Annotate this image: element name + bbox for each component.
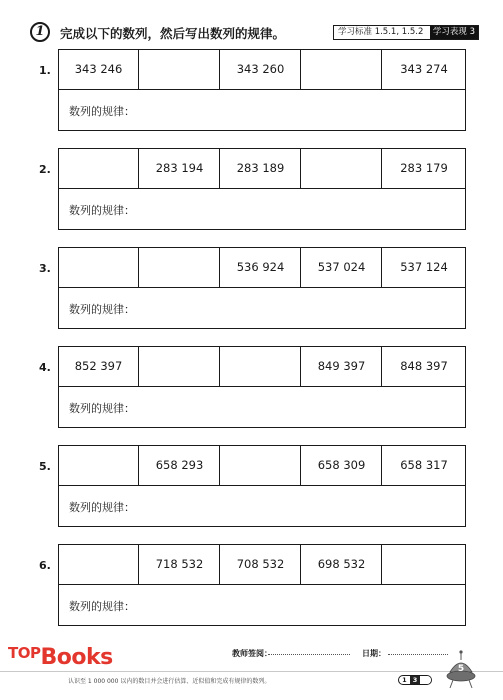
sequence-row	[58, 544, 466, 585]
sequence-cell[interactable]: 343 274	[400, 62, 448, 76]
level-cell	[420, 676, 431, 684]
standard-label: 学习标准 1.5.1, 1.5.2	[338, 27, 424, 37]
sequence-row	[58, 445, 466, 486]
date-field[interactable]	[388, 654, 448, 655]
sequence-cell[interactable]	[59, 545, 139, 584]
level-cell-active: 3	[410, 676, 421, 684]
performance-tag: 学习表现 3	[430, 26, 478, 39]
sequence-cell[interactable]: 718 532	[140, 545, 220, 584]
rule-label: 数列的规律：	[69, 204, 135, 217]
teacher-sign-field[interactable]	[268, 654, 350, 655]
problem-3	[39, 247, 466, 329]
footnote-text: 认识至 1 000 000 以内的数目并会进行估算、近似值和完成有规律的数列。	[68, 678, 271, 685]
problem-number: 2.	[39, 163, 51, 176]
sequence-cell[interactable]	[59, 248, 139, 287]
sequence-cell[interactable]: 848 397	[400, 359, 448, 373]
rule-answer-field[interactable]	[58, 486, 466, 527]
problem-4	[39, 346, 466, 428]
problem-6	[39, 544, 466, 626]
instruction-text: 完成以下的数列，然后写出数列的规律。	[60, 26, 286, 41]
sequence-cell[interactable]: 852 397	[59, 347, 139, 386]
sequence-cell[interactable]: 283 189	[221, 149, 301, 188]
rule-label: 数列的规律：	[69, 303, 135, 316]
sequence-row	[58, 346, 466, 387]
sequence-cell[interactable]	[221, 446, 301, 485]
question-number-badge: 1	[30, 22, 50, 42]
ufo-page-icon	[446, 650, 476, 694]
sequence-cell[interactable]: 849 397	[302, 347, 382, 386]
problem-number: 5.	[39, 460, 51, 473]
sequence-cell[interactable]: 283 194	[140, 149, 220, 188]
sequence-cell[interactable]: 708 532	[221, 545, 301, 584]
level-cell: 1	[402, 676, 407, 684]
sequence-cell[interactable]: 537 124	[400, 260, 448, 274]
sequence-row	[58, 247, 466, 288]
rule-answer-field[interactable]	[58, 288, 466, 329]
sequence-cell[interactable]	[140, 50, 220, 89]
rule-answer-field[interactable]	[58, 90, 466, 131]
sequence-cell[interactable]: 343 260	[221, 50, 301, 89]
sequence-cell[interactable]	[383, 545, 465, 584]
problem-2	[39, 148, 466, 230]
sequence-row	[58, 148, 466, 189]
sequence-cell[interactable]	[59, 446, 139, 485]
sequence-cell[interactable]: 658 317	[400, 458, 448, 472]
logo-books-text: Books	[40, 645, 113, 670]
sequence-cell[interactable]: 658 293	[140, 446, 220, 485]
rule-label: 数列的规律：	[69, 105, 135, 118]
sequence-cell[interactable]	[59, 149, 139, 188]
sequence-cell[interactable]: 537 024	[302, 248, 382, 287]
teacher-sign-label: 教师签阅：	[232, 649, 272, 658]
standard-box	[333, 25, 479, 40]
problem-number: 6.	[39, 559, 51, 572]
rule-label: 数列的规律：	[69, 501, 135, 514]
sequence-cell[interactable]: 658 309	[302, 446, 382, 485]
sequence-cell[interactable]	[140, 248, 220, 287]
problem-number: 1.	[39, 64, 51, 77]
sequence-cell[interactable]	[302, 149, 382, 188]
problem-5	[39, 445, 466, 527]
sequence-cell[interactable]: 283 179	[400, 161, 448, 175]
sequence-cell[interactable]: 698 532	[302, 545, 382, 584]
worksheet-header	[30, 22, 478, 44]
problem-number: 4.	[39, 361, 51, 374]
sequence-cell[interactable]: 343 246	[59, 50, 139, 89]
problem-number: 3.	[39, 262, 51, 275]
sequence-cell[interactable]	[140, 347, 220, 386]
rule-label: 数列的规律：	[69, 600, 135, 613]
logo-top-text: TOP	[8, 644, 41, 662]
sequence-row	[58, 49, 466, 90]
topbooks-logo	[0, 640, 170, 690]
problem-1	[39, 49, 466, 131]
sequence-cell[interactable]	[302, 50, 382, 89]
level-indicator	[398, 675, 432, 685]
date-label: 日期：	[362, 649, 386, 658]
rule-answer-field[interactable]	[58, 585, 466, 626]
sequence-cell[interactable]: 536 924	[221, 248, 301, 287]
rule-label: 数列的规律：	[69, 402, 135, 415]
rule-answer-field[interactable]	[58, 189, 466, 230]
sequence-cell[interactable]	[221, 347, 301, 386]
page-number: 5	[457, 664, 465, 674]
rule-answer-field[interactable]	[58, 387, 466, 428]
